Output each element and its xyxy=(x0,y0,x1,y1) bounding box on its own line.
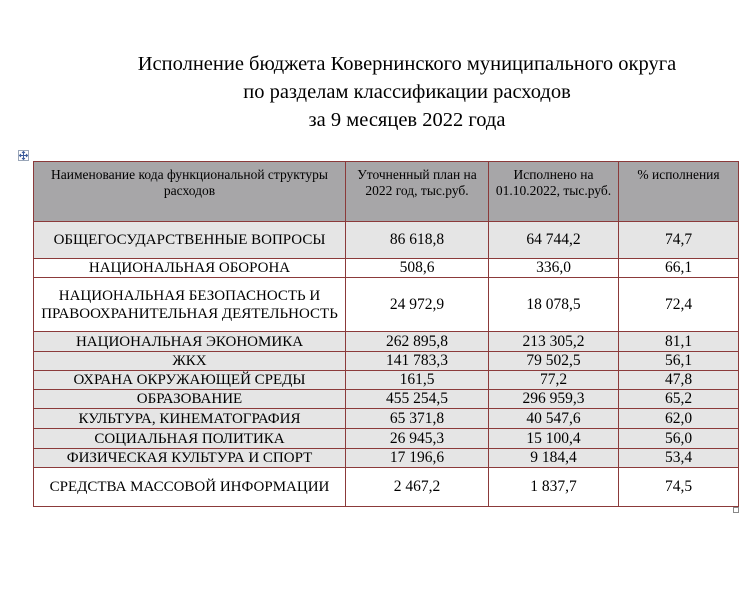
row-executed-cell: 336,0 xyxy=(489,259,619,278)
row-name-cell: ЖКХ xyxy=(34,352,346,371)
header-executed: Исполнено на 01.10.2022, тыс.руб. xyxy=(489,162,619,222)
header-plan: Уточненный план на 2022 год, тыс.руб. xyxy=(346,162,489,222)
row-percent-cell: 53,4 xyxy=(619,449,739,468)
row-plan-cell: 455 254,5 xyxy=(346,390,489,409)
table-row xyxy=(34,429,739,449)
row-percent-cell: 74,5 xyxy=(619,468,739,507)
row-executed-cell: 296 959,3 xyxy=(489,390,619,409)
row-plan-cell: 508,6 xyxy=(346,259,489,278)
row-percent-cell: 66,1 xyxy=(619,259,739,278)
row-executed-cell: 40 547,6 xyxy=(489,409,619,429)
row-plan-cell: 24 972,9 xyxy=(346,278,489,332)
row-plan-cell: 26 945,3 xyxy=(346,429,489,449)
row-name-cell: НАЦИОНАЛЬНАЯ ЭКОНОМИКА xyxy=(34,332,346,352)
table-row xyxy=(34,449,739,468)
table-row xyxy=(34,332,739,352)
row-name-cell: НАЦИОНАЛЬНАЯ ОБОРОНА xyxy=(34,259,346,278)
document-title xyxy=(60,50,753,134)
table-row xyxy=(34,468,739,507)
row-name-cell: ОБРАЗОВАНИЕ xyxy=(34,390,346,409)
row-executed-cell: 64 744,2 xyxy=(489,222,619,259)
row-executed-cell: 213 305,2 xyxy=(489,332,619,352)
table-row xyxy=(34,352,739,371)
row-percent-cell: 47,8 xyxy=(619,371,739,390)
table-row xyxy=(34,222,739,259)
table-move-handle[interactable] xyxy=(18,150,29,161)
row-plan-cell: 2 467,2 xyxy=(346,468,489,507)
row-plan-cell: 262 895,8 xyxy=(346,332,489,352)
row-percent-cell: 56,1 xyxy=(619,352,739,371)
move-arrows-icon xyxy=(19,151,28,160)
table-resize-handle[interactable] xyxy=(733,507,739,513)
table-row xyxy=(34,278,739,332)
row-percent-cell: 74,7 xyxy=(619,222,739,259)
row-percent-cell: 62,0 xyxy=(619,409,739,429)
row-name-cell: ФИЗИЧЕСКАЯ КУЛЬТУРА И СПОРТ xyxy=(34,449,346,468)
row-executed-cell: 1 837,7 xyxy=(489,468,619,507)
row-percent-cell: 72,4 xyxy=(619,278,739,332)
row-plan-cell: 17 196,6 xyxy=(346,449,489,468)
row-name-cell: СОЦИАЛЬНАЯ ПОЛИТИКА xyxy=(34,429,346,449)
row-plan-cell: 161,5 xyxy=(346,371,489,390)
title-line-2: по разделам классификации расходов xyxy=(243,81,571,103)
row-executed-cell: 79 502,5 xyxy=(489,352,619,371)
table-row xyxy=(34,371,739,390)
row-name-cell: ОБЩЕГОСУДАРСТВЕННЫЕ ВОПРОСЫ xyxy=(34,222,346,259)
row-name-cell: НАЦИОНАЛЬНАЯ БЕЗОПАСНОСТЬ И ПРАВООХРАНИТЕЛЬНАЯ ДЕЯТЕЛЬНОСТЬ xyxy=(34,278,346,332)
title-line-3: за 9 месяцев 2022 года xyxy=(308,109,506,131)
row-executed-cell: 77,2 xyxy=(489,371,619,390)
table-row xyxy=(34,390,739,409)
row-name-cell: СРЕДСТВА МАССОВОЙ ИНФОРМАЦИИ xyxy=(34,468,346,507)
row-percent-cell: 56,0 xyxy=(619,429,739,449)
row-plan-cell: 86 618,8 xyxy=(346,222,489,259)
row-plan-cell: 65 371,8 xyxy=(346,409,489,429)
row-name-cell: КУЛЬТУРА, КИНЕМАТОГРАФИЯ xyxy=(34,409,346,429)
row-name-cell: ОХРАНА ОКРУЖАЮЩЕЙ СРЕДЫ xyxy=(34,371,346,390)
row-executed-cell: 15 100,4 xyxy=(489,429,619,449)
row-percent-cell: 81,1 xyxy=(619,332,739,352)
budget-table xyxy=(33,161,739,507)
row-executed-cell: 18 078,5 xyxy=(489,278,619,332)
header-percent: % исполнения xyxy=(619,162,739,222)
row-executed-cell: 9 184,4 xyxy=(489,449,619,468)
title-line-1: Исполнение бюджета Ковернинского муниципального округа xyxy=(137,53,677,75)
table-row xyxy=(34,259,739,278)
row-percent-cell: 65,2 xyxy=(619,390,739,409)
table-body xyxy=(34,222,739,507)
row-plan-cell: 141 783,3 xyxy=(346,352,489,371)
table-row xyxy=(34,409,739,429)
header-name: Наименование кода функциональной структуры расходов xyxy=(34,162,346,222)
table-header-row xyxy=(34,162,739,222)
